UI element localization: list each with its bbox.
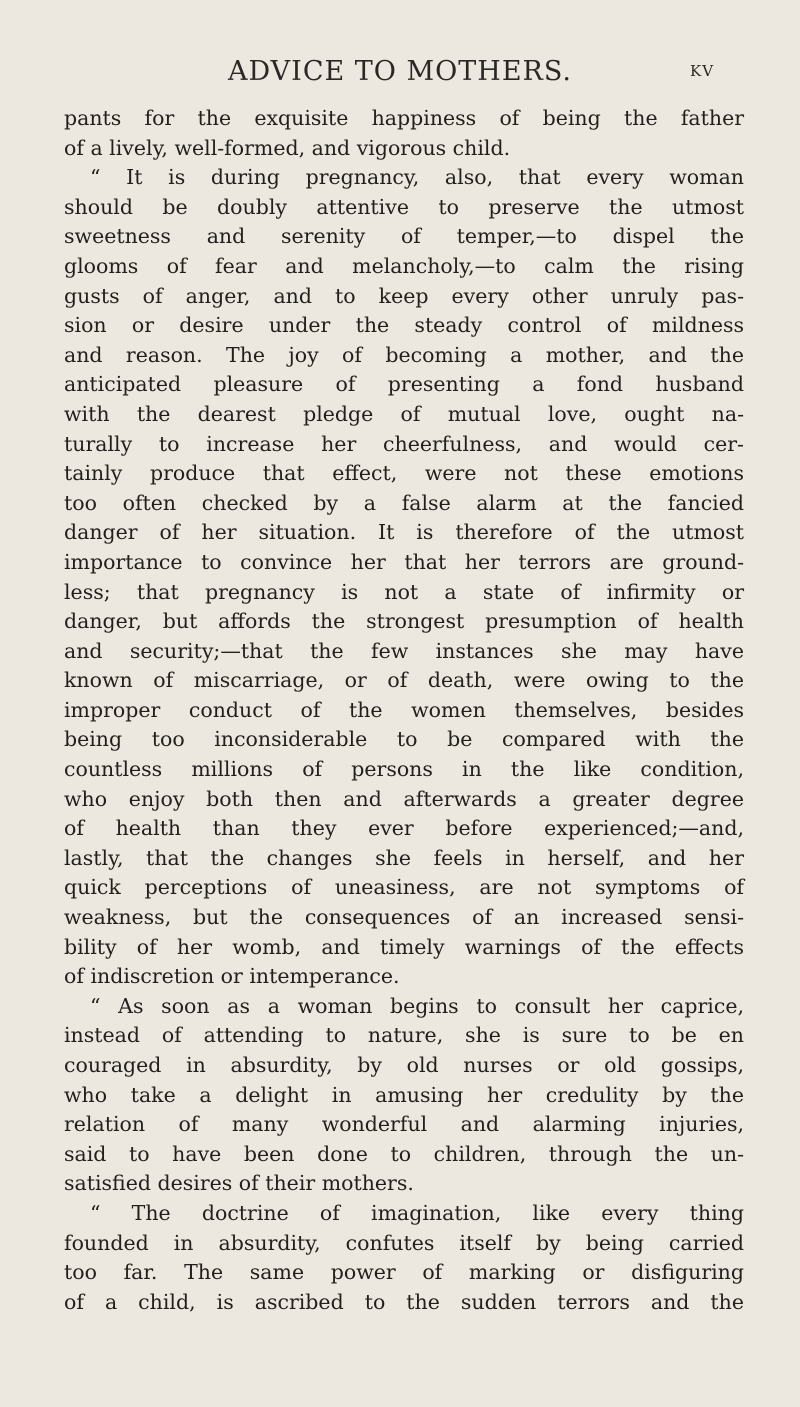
text-line: known of miscarriage, or of death, were owing to the bbox=[64, 668, 744, 693]
text-line: too far. The same power of marking or disfiguring bbox=[64, 1260, 744, 1285]
running-head bbox=[0, 52, 800, 92]
text-line: lastly, that the changes she feels in herself, and her bbox=[64, 845, 744, 870]
text-line: sweetness and serenity of temper,—to dispel the bbox=[64, 224, 744, 249]
text-line: turally to increase her cheerfulness, and would cer- bbox=[64, 431, 744, 456]
text-line: “ The doctrine of imagination, like every thing bbox=[90, 1200, 744, 1225]
text-line: should be doubly attentive to preserve the utmost bbox=[64, 194, 744, 219]
text-line: founded in absurdity, confutes itself by being carried bbox=[64, 1230, 744, 1255]
text-line: “ As soon as a woman begins to consult her caprice, bbox=[90, 993, 744, 1018]
text-line: anticipated pleasure of presenting a fond husband bbox=[64, 372, 744, 397]
body-text bbox=[64, 104, 744, 1317]
text-line: countless millions of persons in the like condition, bbox=[64, 757, 744, 782]
text-line: with the dearest pledge of mutual love, ought na- bbox=[64, 401, 744, 426]
text-line: and security;—that the few instances she may have bbox=[64, 638, 744, 663]
text-line: being too inconsiderable to be compared with the bbox=[64, 727, 744, 752]
page-number: KV bbox=[690, 62, 715, 80]
text-line: instead of attending to nature, she is sure to be en bbox=[64, 1023, 744, 1048]
text-line: of health than they ever before experienced;—and, bbox=[64, 816, 744, 841]
text-line: danger, but affords the strongest presumption of health bbox=[64, 609, 744, 634]
text-line: satisfied desires of their mothers. bbox=[64, 1171, 414, 1196]
text-line: said to have been done to children, through the un- bbox=[64, 1141, 744, 1166]
text-line: couraged in absurdity, by old nurses or old gossips, bbox=[64, 1053, 744, 1077]
text-line: and reason. The joy of becoming a mother, and the bbox=[64, 342, 744, 367]
text-line: of a lively, well-formed, and vigorous child. bbox=[64, 135, 511, 160]
text-line: quick perceptions of uneasiness, are not symptoms of bbox=[64, 875, 744, 900]
text-line: danger of her situation. It is therefore of the utmost bbox=[64, 520, 744, 545]
text-line: sion or desire under the steady control of mildness bbox=[64, 313, 744, 338]
text-line: of a child, is ascribed to the sudden terrors and the bbox=[64, 1289, 744, 1314]
text-line: tainly produce that effect, were not these emotions bbox=[64, 461, 744, 486]
text-line: of indiscretion or intemperance. bbox=[64, 964, 400, 989]
text-line: importance to convince her that her terrors are ground- bbox=[64, 549, 744, 574]
text-line: bility of her womb, and timely warnings of the effects bbox=[64, 934, 744, 959]
text-line: too often checked by a false alarm at the fancied bbox=[64, 490, 744, 515]
text-line: relation of many wonderful and alarming injuries, bbox=[64, 1112, 744, 1137]
text-line: “ It is during pregnancy, also, that every woman bbox=[90, 165, 744, 190]
text-line: gusts of anger, and to keep every other unruly pas- bbox=[64, 283, 744, 308]
text-line: who take a delight in amusing her credulity by the bbox=[64, 1082, 744, 1107]
text-line: less; that pregnancy is not a state of infirmity or bbox=[64, 579, 744, 604]
text-line: improper conduct of the women themselves, besides bbox=[64, 697, 744, 722]
text-line: who enjoy both then and afterwards a greater degree bbox=[64, 786, 744, 811]
text-line: glooms of fear and melancholy,—to calm the rising bbox=[64, 253, 744, 278]
running-title: ADVICE TO MOTHERS. bbox=[228, 56, 573, 87]
text-line: weakness, but the consequences of an increased sensi- bbox=[64, 905, 744, 930]
text-line: pants for the exquisite happiness of being the father bbox=[64, 106, 744, 130]
